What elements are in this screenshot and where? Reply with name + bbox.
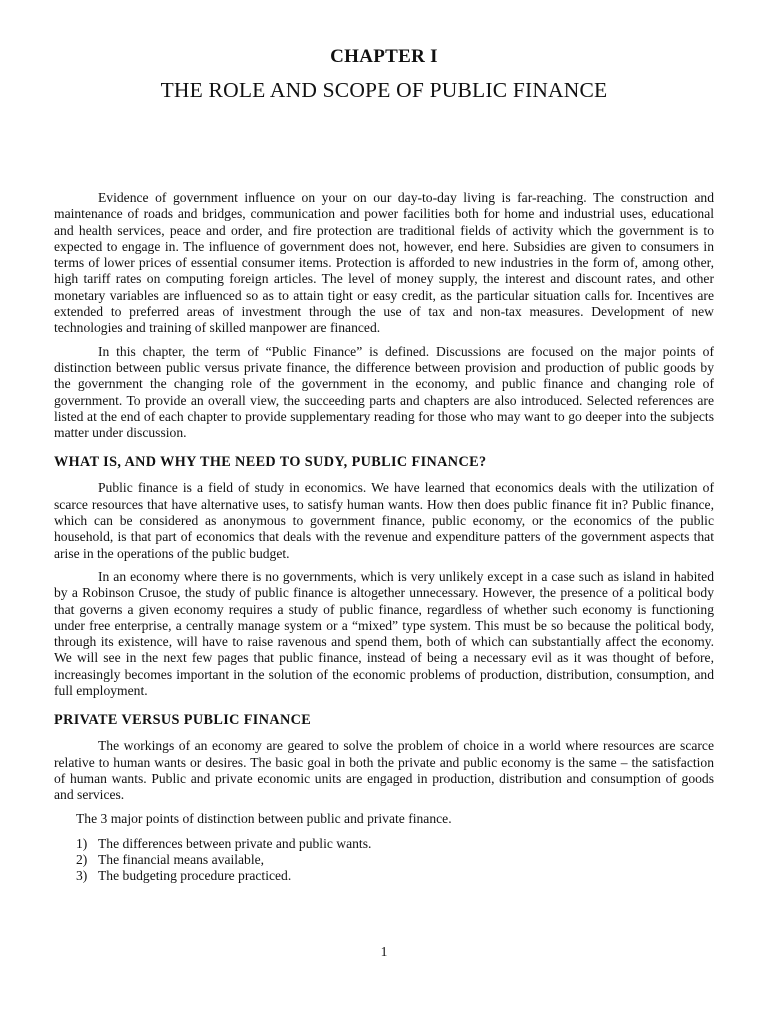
section-heading-what-is: WHAT IS, AND WHY THE NEED TO SUDY, PUBLIC FINANCE? — [54, 454, 487, 471]
chapter-label: CHAPTER I — [330, 46, 438, 67]
chapter-title: THE ROLE AND SCOPE OF PUBLIC FINANCE — [160, 78, 608, 102]
distinction-list — [54, 836, 714, 885]
list-item-number: 1) — [76, 835, 88, 851]
section-heading-private-vs-public: PRIVATE VERSUS PUBLIC FINANCE — [54, 712, 312, 729]
what-is-paragraph-2: In an economy where there is no governments, which is very unlikely except in a case such as island in habited by a Robinson Crusoe, the study of public finance is altogether unnecessary. However, the presence of a political body that governs a given economy requires a study of public finance, regardless of whether such economy is functioning under free enterprise, a centrally manage system or a “mixed” type system. This must be so because the political body, through its existence, will have to raise ravenous and spend them, both of which can substantially affect the economy. We will see in the next few pages that public finance, instead of being a necessary evil as it was thought of before, increasingly becomes important in the solution of the economic problems of production, distribution, consumption, and full employment. — [54, 568, 714, 699]
list-item — [54, 836, 714, 852]
list-item-text: The budgeting procedure practiced. — [98, 868, 292, 884]
list-item-text: The differences between private and public wants. — [98, 835, 372, 851]
page-number: 1 — [380, 944, 388, 959]
list-item — [54, 852, 714, 868]
list-item-number: 2) — [76, 852, 88, 868]
what-is-paragraph-1: Public finance is a field of study in economics. We have learned that economics deals with the utilization of scarce resources that have alternative uses, to satisfy human wants. How then does public finance fit in? Public finance, which can be considered as anonymous to government finance, public economy, or the economics of the public household, is that part of economics that deals with the revenue and expenditure patters of the government aspects that arise in the operations of the public budget. — [54, 480, 714, 561]
list-item-number: 3) — [76, 868, 88, 884]
list-item-text: The financial means available, — [98, 852, 265, 868]
list-item — [54, 868, 714, 884]
document-body — [54, 190, 714, 885]
intro-paragraph-1: Evidence of government influence on your on our day-to-day living is far-reaching. The construction and maintenance of roads and bridges, communication and power facilities both for home and industrial uses, educational and health services, peace and order, and fire protection are traditional fields of activity which the government is to expected to engage in. The influence of government does not, however, end here. Subsidies are given to consumers in terms of lower prices of essential consumer items. Protection is afforded to new industries in the form of, among other, high tariff rates on computing foreign articles. The level of money supply, the interest and discount rates, and other monetary variables are influenced so as to attain tight or easy credit, as the particular situation calls for. Incentives are extended to preferred areas of investment through the use of tax and non-tax measures. Development of new technologies and training of skilled manpower are financed. — [54, 190, 714, 336]
distinction-list-intro: The 3 major points of distinction between public and private finance. — [76, 810, 452, 826]
intro-paragraph-2: In this chapter, the term of “Public Finance” is defined. Discussions are focused on the major points of distinction between public versus private finance, the difference between provision and production of public goods by the government the changing role of the government in the economy, and public finance and changing role of government. To provide an overall view, the succeeding parts and chapters are also introduced. Selected references are listed at the end of each chapter to provide supplementary reading for those who may want to go deeper into the subjects matter under discussion. — [54, 343, 714, 441]
private-vs-public-paragraph: The workings of an economy are geared to solve the problem of choice in a world where resources are scarce relative to human wants or desires. The basic goal in both the private and public economy is the same – the satisfaction of human wants. Public and private economic units are engaged in production, distribution and consumption of goods and services. — [54, 738, 714, 803]
